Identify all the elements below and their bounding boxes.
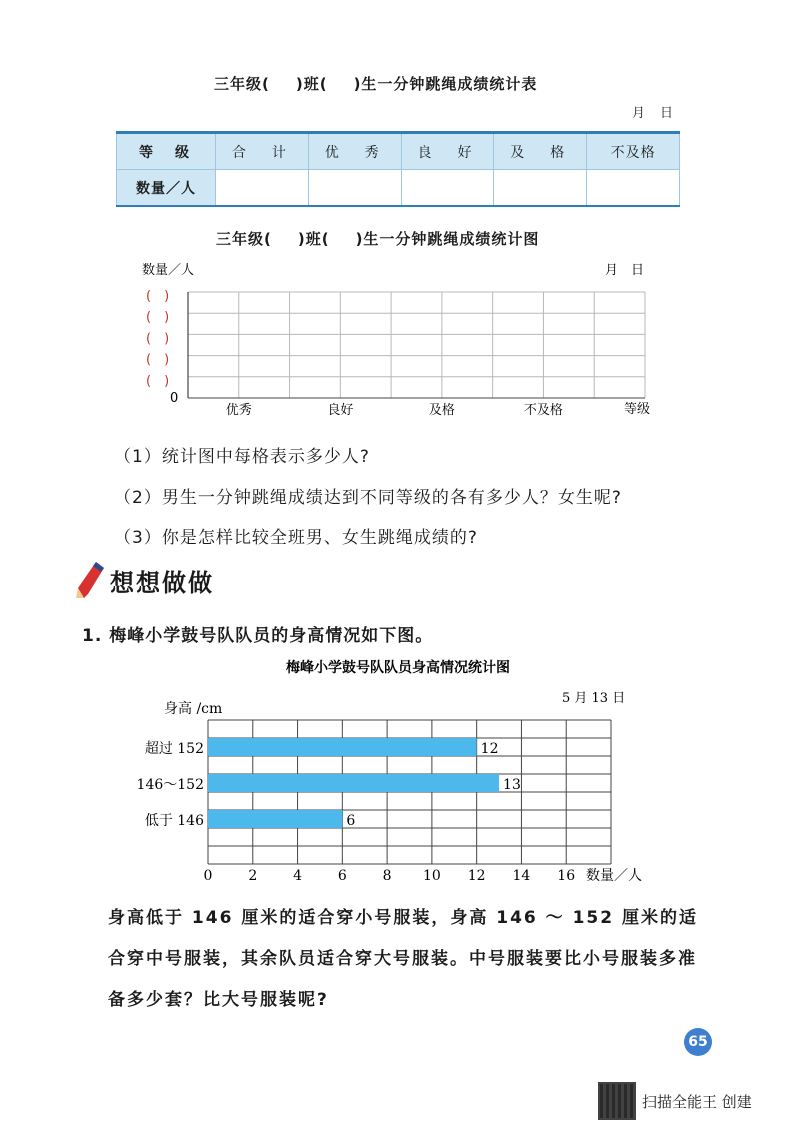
question-1: （1）统计图中每格表示多少人?: [114, 447, 370, 467]
bar: [208, 810, 342, 828]
empty-chart: [120, 256, 680, 426]
x-tick-label: 12: [467, 868, 486, 884]
y-placeholder[interactable]: ( ): [146, 310, 170, 326]
y-placeholder[interactable]: ( ): [146, 352, 170, 368]
exercise-1: 1. 梅峰小学鼓号队队员的身高情况如下图。: [82, 626, 434, 646]
category-label: 超过 152: [144, 741, 204, 757]
question-3: （3）你是怎样比较全班男、女生跳绳成绩的?: [114, 528, 478, 548]
x-tick-label: 2: [248, 868, 258, 884]
height-bar-chart: [120, 650, 680, 890]
empty-chart-date: 月 日: [605, 263, 645, 278]
x-tick-label: 4: [293, 868, 303, 884]
watermark: [598, 1082, 752, 1120]
header-cell: 及 格: [494, 133, 587, 170]
stat-table: [116, 131, 680, 207]
chart-date: 5 月 13 日: [562, 691, 626, 706]
watermark-text: 扫描全能王 创建: [642, 1092, 752, 1111]
chart-title: 梅峰小学鼓号队队员身高情况统计图: [286, 660, 510, 676]
blank-cell[interactable]: [216, 170, 309, 207]
bar: [208, 738, 477, 756]
empty-chart-grid: [188, 292, 645, 398]
empty-chart-zero: 0: [170, 391, 179, 406]
question-2: （2）男生一分钟跳绳成绩达到不同等级的各有多少人？女生呢?: [114, 488, 622, 508]
pencil-icon: [74, 560, 106, 600]
category-label: 良好: [327, 403, 354, 418]
table-title: [214, 73, 537, 94]
x-tick-label: 14: [512, 868, 531, 884]
bar-value-label: 13: [503, 777, 521, 793]
table-row: [117, 170, 680, 207]
table-date: 月 日: [632, 106, 675, 121]
exercise-paragraph: 身高低于 146 厘米的适合穿小号服装，身高 146 ～ 152 厘米的适合穿中号服装，其余队员适合穿大号服装。中号服装要比小号服装多准备多少套？比大号服装呢?: [108, 908, 698, 1010]
header-cell: 优 秀: [308, 133, 401, 170]
bar-value-label: 12: [480, 741, 499, 757]
bar: [208, 774, 499, 792]
empty-chart-y-placeholders[interactable]: [146, 289, 169, 389]
empty-chart-xlabel: 等级: [624, 402, 651, 417]
empty-chart-categories: [226, 402, 563, 418]
chart-categories: [137, 740, 205, 829]
page-number: 65: [684, 1028, 712, 1056]
header-cell: 良 好: [401, 133, 494, 170]
chart-bars: [208, 738, 521, 829]
empty-chart-title: [216, 228, 539, 249]
blank-cell[interactable]: [494, 170, 587, 207]
section-header: [74, 560, 214, 600]
category-label: 不及格: [523, 403, 563, 418]
chart-ylabel: 身高 /cm: [164, 701, 223, 717]
category-label: 及格: [428, 403, 455, 418]
title-mid: )班(: [297, 230, 330, 248]
x-tick-label: 6: [337, 868, 347, 884]
x-tick-label: 16: [557, 868, 576, 884]
title-prefix: 三年级(: [216, 230, 272, 248]
category-label: 146～152: [136, 777, 204, 793]
category-label: 低于 146: [144, 813, 204, 829]
qr-code-icon: [598, 1082, 636, 1120]
table-header-row: [117, 133, 680, 170]
row-label: 数量／人: [117, 170, 216, 207]
chart-xticks: [204, 868, 576, 884]
empty-chart-ylabel: 数量／人: [142, 263, 195, 278]
y-placeholder[interactable]: ( ): [146, 373, 170, 389]
blank-cell[interactable]: [401, 170, 494, 207]
x-tick-label: 8: [382, 868, 392, 884]
chart-xlabel: 数量／人: [586, 868, 642, 884]
bar-value-label: 6: [346, 813, 356, 829]
y-placeholder[interactable]: ( ): [146, 289, 170, 304]
title-suffix: )生一分钟跳绳成绩统计图: [355, 230, 540, 248]
header-cell: 不及格: [587, 133, 680, 170]
title-mid: )班(: [295, 75, 328, 93]
title-prefix: 三年级(: [214, 75, 270, 93]
y-placeholder[interactable]: ( ): [146, 331, 170, 347]
title-suffix: )生一分钟跳绳成绩统计表: [353, 75, 538, 93]
blank-cell[interactable]: [308, 170, 401, 207]
category-label: 优秀: [225, 403, 252, 418]
header-cell: 合 计: [216, 133, 309, 170]
x-tick-label: 0: [203, 868, 213, 884]
header-cell: 等 级: [117, 133, 216, 170]
section-title: 想想做做: [110, 568, 214, 597]
x-tick-label: 10: [422, 868, 441, 884]
blank-cell[interactable]: [587, 170, 680, 207]
